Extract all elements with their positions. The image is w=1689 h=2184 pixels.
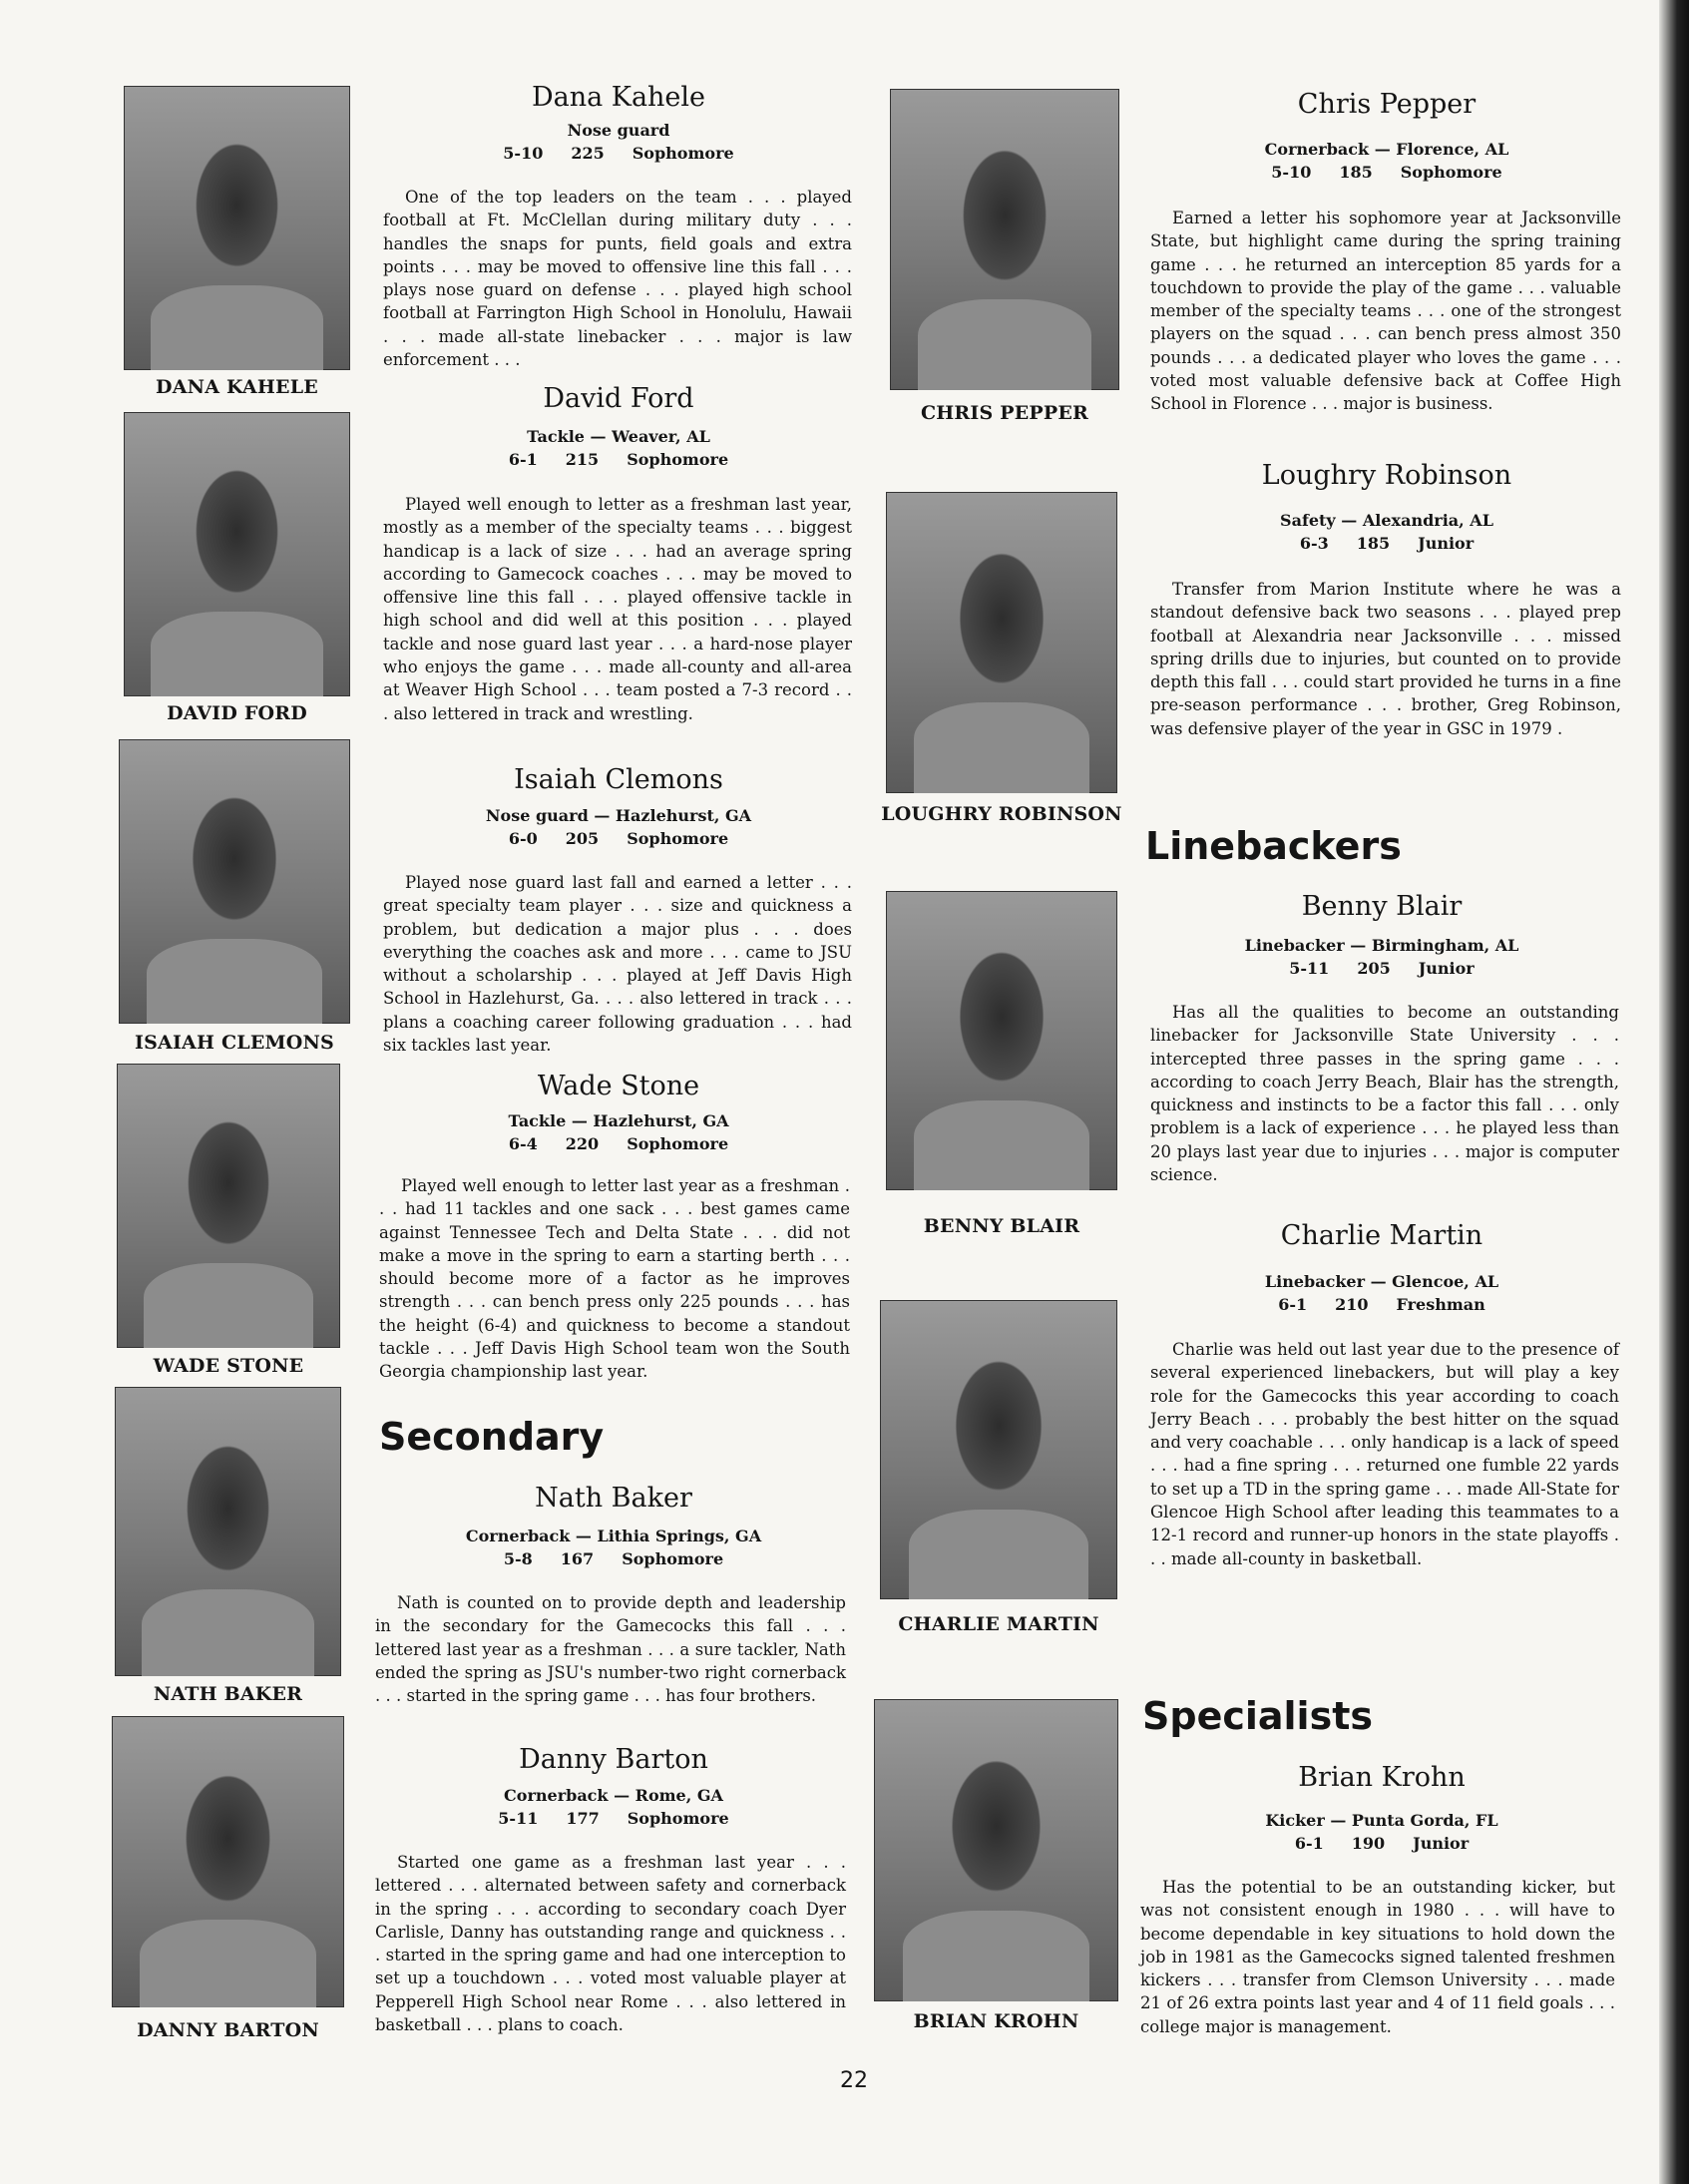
caption-david-ford: DAVID FORD xyxy=(167,702,307,724)
weight: 205 xyxy=(565,829,600,848)
meta-isaiah-clemons xyxy=(384,804,853,850)
meta-david-ford xyxy=(384,425,853,471)
meta-loughry-robinson xyxy=(1152,509,1621,555)
height: 6-1 xyxy=(1278,1295,1308,1314)
bio-brian-krohn: Has the potential to be an outstanding kicker, but was not consistent enough in 1980 . . . will have to become dependable in key situations to hold down the job in 1981 as the Gamecocks signed talented freshmen kickers . . . transfer from Clemson University . . . made 21 of 26 extra points last year and 4 of 11 field goals . . . college major is management. xyxy=(1140,1878,1615,2036)
caption-dana-kahele: DANA KAHELE xyxy=(156,376,318,398)
name-benny-blair: Benny Blair xyxy=(1301,891,1463,922)
weight: 185 xyxy=(1339,163,1373,182)
weight: 220 xyxy=(565,1134,600,1153)
height: 5-10 xyxy=(503,144,544,163)
photo-isaiah-clemons xyxy=(119,739,350,1024)
position-line: Tackle — Weaver, AL xyxy=(527,427,710,446)
caption-wade-stone: WADE STONE xyxy=(153,1355,304,1377)
section-heading-linebackers: Linebackers xyxy=(1145,824,1402,868)
weight: 185 xyxy=(1356,534,1391,553)
meta-benny-blair xyxy=(1147,934,1616,980)
meta-wade-stone xyxy=(384,1109,853,1155)
caption-benny-blair: BENNY BLAIR xyxy=(923,1215,1080,1237)
name-charlie-martin: Charlie Martin xyxy=(1280,1220,1483,1251)
height: 5-11 xyxy=(498,1809,539,1828)
height: 6-1 xyxy=(1294,1834,1324,1853)
class-year: Sophomore xyxy=(627,829,729,848)
class-year: Junior xyxy=(1418,534,1475,553)
photo-danny-barton xyxy=(112,1716,344,2007)
bio-david-ford: Played well enough to letter as a freshman last year, mostly as a member of the specialty teams . . . biggest handicap is a lack of size . . . had an average spring according to Gamecock coaches . . . may be moved to offensive line this fall . . . played offensive tackle in high school and did well at this position . . . played tackle and nose guard last year . . . a hard-nose player who enjoys the game . . . made all-county and all-area at Weaver High School . . . team posted a 7-3 record . . . also lettered in track and wrestling. xyxy=(383,495,852,723)
class-year: Sophomore xyxy=(622,1549,724,1568)
height: 6-4 xyxy=(508,1134,538,1153)
section-heading-secondary: Secondary xyxy=(379,1415,605,1459)
position-line: Kicker — Punta Gorda, FL xyxy=(1265,1811,1498,1830)
name-isaiah-clemons: Isaiah Clemons xyxy=(514,764,723,795)
meta-danny-barton xyxy=(379,1784,848,1830)
position-line: Nose guard xyxy=(567,121,670,140)
class-year: Sophomore xyxy=(1400,163,1502,182)
caption-charlie-martin: CHARLIE MARTIN xyxy=(898,1613,1099,1635)
bio-chris-pepper: Earned a letter his sophomore year at Jacksonville State, but highlight came during the spring training game . . . he returned an interception 85 yards for a touchdown to provide the play of the game . . . valuable member of the specialty teams . . . one of the strongest players on the squad . . . can bench press almost 350 pounds . . . a dedicated player who loves the game . . . voted most valuable defensive back at Coffee High School in Florence . . . major is business. xyxy=(1150,209,1621,414)
weight: 177 xyxy=(566,1809,600,1828)
photo-charlie-martin xyxy=(880,1300,1117,1599)
weight: 210 xyxy=(1335,1295,1369,1314)
meta-charlie-martin xyxy=(1147,1270,1616,1316)
bio-loughry-robinson: Transfer from Marion Institute where he was a standout defensive back two seasons . . . played prep football at Alexandria near Jacksonville . . . missed spring drills due to injuries, but counted on to provide depth this fall . . . could start provided he turns in a fine pre-season performance . . . brother, Greg Robinson, was defensive player of the year in GSC in 1979 . xyxy=(1150,580,1621,738)
bio-nath-baker: Nath is counted on to provide depth and leadership in the secondary for the Gamecocks this fall . . . lettered last year as a freshman . . . a sure tackler, Nath ended the spring as JSU's number-two right cornerback . . . started in the spring game . . . has four brothers. xyxy=(375,1593,846,1706)
height: 6-0 xyxy=(508,829,538,848)
meta-chris-pepper xyxy=(1152,138,1621,184)
page-binding-edge xyxy=(1659,0,1689,2184)
class-year: Junior xyxy=(1413,1834,1470,1853)
name-loughry-robinson: Loughry Robinson xyxy=(1261,460,1512,491)
page-number: 22 xyxy=(840,2068,868,2093)
class-year: Sophomore xyxy=(627,1134,729,1153)
name-dana-kahele: Dana Kahele xyxy=(531,82,706,113)
height: 6-1 xyxy=(508,450,538,469)
position-line: Linebacker — Birmingham, AL xyxy=(1244,936,1519,955)
weight: 225 xyxy=(571,144,605,163)
position-line: Linebacker — Glencoe, AL xyxy=(1264,1272,1499,1291)
name-david-ford: David Ford xyxy=(543,383,694,414)
caption-loughry-robinson: LOUGHRY ROBINSON xyxy=(881,803,1122,825)
height: 5-8 xyxy=(503,1549,533,1568)
class-year: Freshman xyxy=(1396,1295,1485,1314)
bio-danny-barton: Started one game as a freshman last year . . . lettered . . . alternated between safety and cornerback in the spring . . . according to secondary coach Dyer Carlisle, Danny has outstanding range and quickness . . . started in the spring game and had one interception to set up a touchdown . . . voted most valuable player at Pepperell High School near Rome . . . also lettered in basketball . . . plans to coach. xyxy=(375,1853,846,2035)
height: 6-3 xyxy=(1299,534,1329,553)
position-line: Safety — Alexandria, AL xyxy=(1280,511,1493,530)
class-year: Sophomore xyxy=(627,450,729,469)
name-danny-barton: Danny Barton xyxy=(519,1744,708,1775)
name-chris-pepper: Chris Pepper xyxy=(1297,89,1477,120)
meta-dana-kahele xyxy=(384,119,853,165)
meta-nath-baker xyxy=(379,1525,848,1570)
photo-wade-stone xyxy=(117,1064,340,1348)
photo-chris-pepper xyxy=(890,89,1119,390)
bio-benny-blair: Has all the qualities to become an outstanding linebacker for Jacksonville State University . . . intercepted three passes in the spring game . . . according to coach Jerry Beach, Blair has the strength, quickness and instincts to be a factor this fall . . . only problem is a lack of experience . . . he played less than 20 plays last year due to injuries . . . major is computer science. xyxy=(1150,1003,1619,1185)
photo-nath-baker xyxy=(115,1387,341,1676)
height: 5-11 xyxy=(1289,959,1330,978)
weight: 190 xyxy=(1351,1834,1386,1853)
photo-david-ford xyxy=(124,412,350,696)
class-year: Sophomore xyxy=(627,1809,729,1828)
caption-chris-pepper: CHRIS PEPPER xyxy=(920,402,1089,424)
bio-wade-stone: Played well enough to letter last year as a freshman . . . had 11 tackles and one sack . . . best games came against Tennessee Tech and Delta State . . . did not make a move in the spring to earn a starting berth . . . should become more of a factor as he improves strength . . . can bench press only 225 pounds . . . has the height (6-4) and quickness to become a standout tackle . . . Jeff Davis High School team won the South Georgia championship last year. xyxy=(379,1176,850,1382)
weight: 205 xyxy=(1357,959,1391,978)
position-line: Cornerback — Rome, GA xyxy=(504,1786,723,1805)
height: 5-10 xyxy=(1271,163,1312,182)
position-line: Nose guard — Hazlehurst, GA xyxy=(485,806,752,825)
bio-dana-kahele: One of the top leaders on the team . . . played football at Ft. McClellan during military duty . . . handles the snaps for punts, field goals and extra points . . . may be moved to offensive line this fall . . . plays nose guard on defense . . . played high school football at Farrington High School in Honolulu, Hawaii . . . made all-state linebacker . . . major is law enforcement . . . xyxy=(383,188,852,370)
class-year: Sophomore xyxy=(632,144,734,163)
position-line: Tackle — Hazlehurst, GA xyxy=(508,1111,729,1130)
caption-brian-krohn: BRIAN KROHN xyxy=(913,2010,1079,2032)
section-heading-specialists: Specialists xyxy=(1142,1694,1373,1738)
meta-brian-krohn xyxy=(1147,1809,1616,1855)
caption-danny-barton: DANNY BARTON xyxy=(137,2019,319,2041)
weight: 215 xyxy=(565,450,600,469)
weight: 167 xyxy=(560,1549,595,1568)
bio-isaiah-clemons: Played nose guard last fall and earned a letter . . . great specialty team player . . . size and quickness a problem, but dedication a major plus . . . does everything the coaches ask and more . . . came to JSU without a scholarship . . . played at Jeff Davis High School in Hazlehurst, Ga. . . . also lettered in track . . . plans a coaching career following graduation . . . had six tackles last year. xyxy=(383,873,852,1056)
bio-charlie-martin: Charlie was held out last year due to the presence of several experienced linebackers, but will play a key role for the Gamecocks this year according to coach Jerry Beach . . . probably the best hitter on the squad and very coachable . . . only handicap is a lack of speed . . . had a fine spring . . . returned one fumble 22 yards to set up a TD in the spring game . . . made All-State for Glencoe High School after leading this teammates to a 12-1 record and runner-up honors in the state playoffs . . . made all-county in basketball. xyxy=(1150,1340,1619,1568)
photo-dana-kahele xyxy=(124,86,350,370)
name-nath-baker: Nath Baker xyxy=(535,1483,692,1514)
class-year: Junior xyxy=(1418,959,1475,978)
name-brian-krohn: Brian Krohn xyxy=(1298,1762,1466,1793)
photo-loughry-robinson xyxy=(886,492,1117,793)
name-wade-stone: Wade Stone xyxy=(537,1071,700,1101)
photo-brian-krohn xyxy=(874,1699,1118,2001)
position-line: Cornerback — Lithia Springs, GA xyxy=(465,1527,762,1545)
position-line: Cornerback — Florence, AL xyxy=(1264,140,1509,159)
caption-nath-baker: NATH BAKER xyxy=(153,1683,303,1705)
caption-isaiah-clemons: ISAIAH CLEMONS xyxy=(135,1032,334,1054)
photo-benny-blair xyxy=(886,891,1117,1190)
